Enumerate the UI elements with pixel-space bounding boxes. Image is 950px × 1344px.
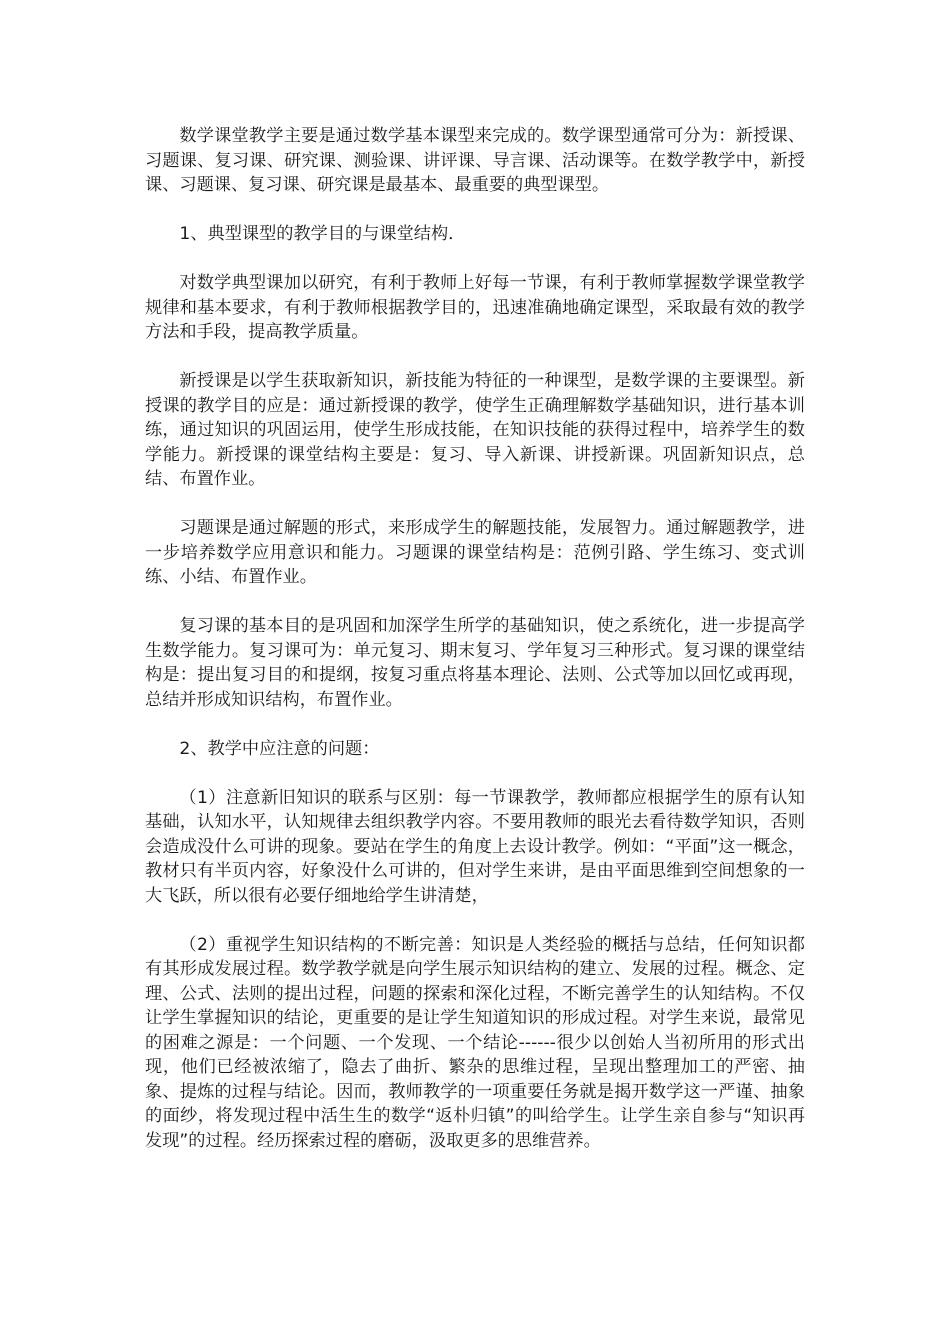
paragraph-research: 对数学典型课加以研究，有利于教师上好每一节课，有利于教师掌握数学课堂教学规律和基本要求，有利于教师根据教学目的，迅速准确地确定课型，采取最有效的教学方法和手段，提高教学质量。 [145,273,805,342]
paragraph-point-1: （1）注意新旧知识的联系与区别：每一节课教学，教师都应根据学生的原有认知基础，认知水平，认知规律去组织教学内容。不要用教师的眼光去看待数学知识，否则会造成没什么可讲的现象。要站在学生的角度上去设计教学。例如：“平面”这一概念，教材只有半页内容，好象没什么可讲的，但对学生来讲，是由平面思维到空间想象的一大飞跃，所以很有必要仔细地给学生讲清楚， [145,787,805,906]
paragraph-new-lesson: 新授课是以学生获取新知识，新技能为特征的一种课型，是数学课的主要课型。新授课的教学目的应是：通过新授课的教学，使学生正确理解数学基础知识，进行基本训练，通过知识的巩固运用，使学生形成技能，在知识技能的获得过程中，培养学生的数学能力。新授课的课堂结构主要是：复习、导入新课、讲授新课。巩固新知识点，总结、布置作业。 [145,371,805,489]
paragraph-intro: 数学课堂教学主要是通过数学基本课型来完成的。数学课型通常可分为：新授课、习题课、复习课、研究课、测验课、讲评课、导言课、活动课等。在数学教学中，新授课、习题课、复习课、研究课是最基本、最重要的典型课型。 [145,126,805,195]
document-body [145,124,805,1153]
paragraph-exercise-lesson: 习题课是通过解题的形式，来形成学生的解题技能，发展智力。通过解题教学，进一步培养数学应用意识和能力。习题课的课堂结构是：范例引路、学生练习、变式训练、小结、布置作业。 [145,518,805,587]
section-heading-2: 2、教学中应注意的问题： [179,738,380,759]
paragraph-point-2: （2）重视学生知识结构的不断完善：知识是人类经验的概括与总结，任何知识都有其形成发展过程。数学教学就是向学生展示知识结构的建立、发展的过程。概念、定理、公式、法则的提出过程，问题的探索和深化过程，不断完善学生的认知结构。不仅让学生掌握知识的结论，更重要的是让学生知道知识的形成过程。对学生来说，最常见的困难之源是：一个问题、一个发现、一个结论------很少以创始人当初所用的形式出现，他们已经被浓缩了，隐去了曲折、繁杂的思维过程，呈现出整理加工的严密、抽象、提炼的过程与结论。因而，教师教学的一项重要任务就是揭开数学这一严谨、抽象的面纱，将发现过程中活生生的数学“返朴归镇”的叫给学生。让学生亲自参与“知识再发现”的过程。经历探索过程的磨砺，汲取更多的思维营养。 [145,934,805,1151]
section-heading-1: 1、典型课型的教学目的与课堂结构． [179,224,466,244]
paragraph-review-lesson: 复习课的基本目的是巩固和加深学生所学的基础知识，使之系统化，进一步提高学生数学能力。复习课可为：单元复习、期末复习、学年复习三种形式。复习课的课堂结构是：提出复习目的和提纲，按复习重点将基本理论、法则、公式等加以回忆或再现，总结并形成知识结构，布置作业。 [145,616,805,710]
